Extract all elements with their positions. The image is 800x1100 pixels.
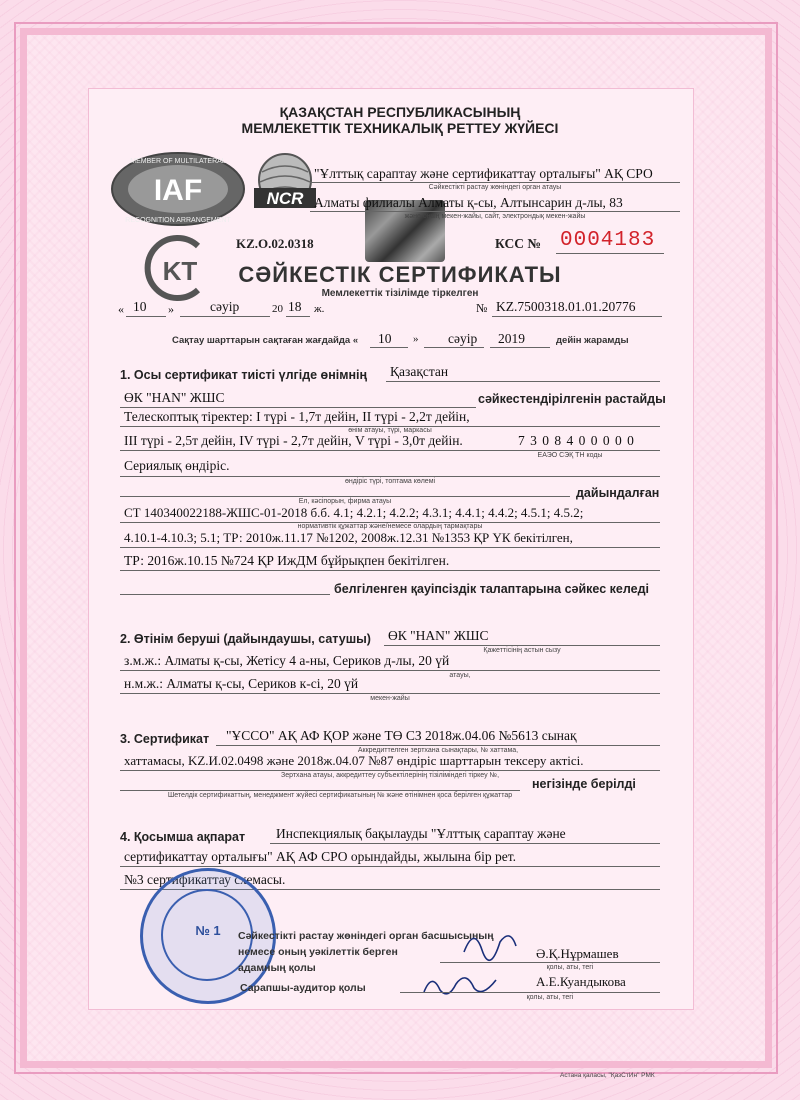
kss-number: 0004183 (560, 229, 656, 252)
body-name-caption: Сәйкестікті растау жөніндегі орган атауы (428, 184, 562, 191)
iaf-logo (108, 150, 248, 228)
code-caption: ЕАЭО СЭҚ ТН коды (537, 452, 603, 459)
reg-year-prefix: 20 (272, 303, 283, 315)
section2-label: 2. Өтінім беруші (дайындаушы, сатушы) (120, 632, 371, 646)
confirm-text: сәйкестендірілгенін растайды (478, 392, 666, 406)
section3-label: 3. Сертификат (120, 732, 210, 746)
printer-footer: Астана қаласы, "ҚазСтИн" РМК (560, 1072, 655, 1079)
additional-line-1: Инспекциялық бақылауды "Ұлттық сараптау және (276, 826, 566, 841)
basis-line-1: "ҰССО" АҚ АФ ҚОР және ТӨ СЗ 2018ж.04.06 №5613 сынақ (226, 728, 577, 743)
kt-mark-text: KT (162, 256, 198, 286)
header-line-1: ҚАЗАҚСТАН РЕСПУБЛИКАСЫНЫҢ (279, 104, 521, 120)
manufactured-label: дайындалған (576, 486, 660, 500)
additional-line-3: №3 сертификаттау схемасы. (124, 872, 286, 887)
section1-label: 1. Осы сертификат тиісті үлгіде өнімнің (120, 368, 368, 382)
applicant-name: ӨК "HAN" ЖШС (388, 628, 489, 643)
stamp-number: № 1 (195, 923, 221, 938)
reg-number: KZ.7500318.01.01.20776 (496, 299, 636, 314)
address-caption: мекен-жайы (370, 695, 410, 702)
product-line-2: III түрі - 2,5т дейін, IV түрі - 2,7т дейін, V түрі - 3,0т дейін. (124, 433, 463, 448)
actual-address: н.м.ж.: Алматы қ-сы, Сериков к-сі, 20 үй (124, 676, 359, 691)
certificate-title: СӘЙКЕСТІК СЕРТИФИКАТЫ (238, 262, 562, 287)
reg-month: сәуір (210, 299, 240, 314)
reg-year: 18 (288, 299, 302, 314)
accreditation-number: KZ.O.02.0318 (236, 236, 314, 251)
legal-address: з.м.ж.: Алматы қ-сы, Жетісу 4 а-ны, Сериков д-лы, 20 үй (124, 653, 450, 668)
product-caption: өнім атауы, түрі, маркасы (348, 427, 432, 434)
auditor-name: А.Е.Куандыкова (536, 974, 626, 989)
head-label-3: адамның қолы (238, 962, 316, 974)
head-signature (460, 922, 520, 962)
legal-caption: атауы, (449, 672, 471, 679)
ncr-logo (250, 152, 320, 214)
basis-caption-3: Шетелдік сертификаттың, менеджмент жүйесі сертификатының № және өтінімнен қоса берілген құжаттар (167, 792, 513, 799)
head-label-1: Сәйкестікті растау жөніндегі орган басшысының (238, 930, 494, 942)
registry-caption: Мемлекеттік тізілімде тіркелген (321, 288, 479, 299)
production-caption: өндіріс түрі, топтама көлемі (344, 478, 436, 485)
body-address-caption: және оның мекен-жайы, сайт, электрондық мекен-жайы (404, 213, 586, 220)
reg-year-suffix: ж. (314, 303, 325, 315)
head-name-caption: қолы, аты, тегі (546, 964, 594, 971)
head-name: Ә.Қ.Нұрмашев (536, 946, 619, 961)
validity-post: дейін жарамды (556, 335, 629, 346)
head-label-2: немесе оның уәкілеттік берген (238, 946, 398, 958)
iaf-ring-bottom: RECOGNITION ARRANGEMENT (125, 217, 231, 224)
reg-day: 10 (133, 299, 147, 314)
body-name: "Ұлттық сараптау және сертификаттау орталығы" АҚ СРО (314, 166, 653, 181)
iaf-text: IAF (153, 174, 203, 207)
reg-number-label: № (476, 301, 488, 315)
auditor-label: Сарапшы-аудитор қолы (240, 982, 366, 994)
norm-line-2: 4.10.1-4.10.3; 5.1; ТР: 2010ж.11.17 №1202, 2008ж.12.31 №1353 ҚР ҮК бекітілген, (124, 530, 573, 545)
norm-caption: нормативтік құжаттар және/немесе олардың тармақтары (297, 523, 483, 530)
norm-line-1: СТ 140340022188-ЖШС-01-2018 б.б. 4.1; 4.2.1; 4.2.2; 4.3.1; 4.4.1; 4.4.2; 4.5.1; 4.5.2; (124, 505, 584, 520)
kt-conformity-mark (140, 232, 212, 304)
manufacturer-caption: Ел, кәсіпорын, фирма атауы (298, 498, 392, 505)
kss-label: КСС № (495, 236, 541, 251)
manufacturer-name: ӨК "HAN" ЖШС (124, 390, 225, 405)
product-line-1: Телескоптық тіректер: I түрі - 1,7т дейін, II түрі - 2,2т дейін, (124, 409, 470, 424)
tn-ved-code: 7 3 0 8 4 0 0 0 0 0 (518, 433, 635, 448)
validity-day: 10 (378, 331, 392, 346)
ncr-text: NCR (266, 189, 304, 208)
section4-label: 4. Қосымша ақпарат (120, 830, 246, 844)
certificate-page: ҚАЗАҚСТАН РЕСПУБЛИКАСЫНЫҢ МЕМЛЕКЕТТІК ТЕХНИКАЛЫҚ РЕТТЕУ ЖҮЙЕСІ IAF MEMBER OF MULTILATERAL RECOGNITION ARRANGEMENT NCR KT "Ұлттық сараптау және сертификаттау орталығы" АҚ СРО Сәйкестікті растау жөніндегі орган атауы Алматы филиалы Алматы қ-сы, Алтынсарин д-лы, 83 және оның мекен-жайы, сайт, электрондық мекен-жайы KZ.O.02.0318 КСС № 0004183 СӘЙКЕСТІК СЕРТИФИКАТЫ Мемлекеттік тізілімде тіркелген « 10 » сәуір 20 18 ж. № KZ.7500318.01.01.20776 Сақтау шарттарын сақтаған жағдайда « 10 » сәуір 2019 дейін жарамды 1. Осы сертификат тиісті үлгіде өнімнің Қазақстан ӨК "HAN" ЖШС сәйкестендірілгенін растайды Телескоптық тіректер: I түрі - 1,7т дейін, II түрі - 2,2т дейін, өнім атауы, түрі, маркасы III түрі - 2,5т дейін, IV түрі - 2,7т дейін, V түрі - 3,0т дейін. 7 3 0 8 4 0 0 0 0 0 ЕАЭО СЭҚ ТН коды Сериялық өндіріс. өндіріс түрі, топтама көлемі Ел, кәсіпорын, фирма атауы дайындалған СТ 140340022188-ЖШС-01-2018 б.б. 4.1; 4.2.1; 4.2.2; 4.3.1; 4.4.1; 4.4.2; 4.5.1; 4.5.2; нормативтік құжаттар және/немесе олардың тармақтары 4.10.1-4.10.3; 5.1; ТР: 2010ж.11.17 №1202, 2008ж.12.31 №1353 ҚР ҮК бекітілген, ТР: 2016ж.10.15 №724 ҚР ИжДМ бұйрықпен бекітілген. белгіленген қауіпсіздік талаптарына сәйкес келеді 2. Өтінім беруші (дайындаушы, сатушы) ӨК "HAN" ЖШС Қажеттісінің астын сызу з.м.ж.: Алматы қ-сы, Жетісу 4 а-ны, Сериков д-лы, 20 үй атауы, н.м.ж.: Алматы қ-сы, Сериков к-сі, 20 үй мекен-жайы 3. Сертификат "ҰССО" АҚ АФ ҚОР және ТӨ СЗ 2018ж.04.06 №5613 сынақ Аккредиттелген зертхана сынақтары, № хаттама, хаттамасы, KZ.И.02.0498 және 2018ж.04.07 №87 өндіріс шарттарын тексеру актісі. Зертхана атауы, аккредиттеу субъектілерінің тізіліміндегі тіркеу №, негізінде берілді Шетелдік сертификаттың, менеджмент жүйесі сертификатының № және өтінімнен қоса берілген құжаттар 4. Қосымша ақпарат Инспекциялық бақылауды "Ұлттық сараптау және сертификаттау орталығы" АҚ АФ СРО орындайды, жылына бір рет. №3 сертификаттау схемасы. № 1 Сәйкестікті растау жөніндегі орган басшысының немесе оның уәкілеттік берген адамның қолы Ә.Қ.Нұрмашев қолы, аты, тегі Сарапшы-аудитор қолы А.Е.Куандыкова қолы, аты, тегі Астана қаласы, "ҚазСтИн" РМК (0, 0, 800, 1100)
basis-line-2: хаттамасы, KZ.И.02.0498 және 2018ж.04.07 №87 өндіріс шарттарын тексеру актісі. (124, 753, 584, 768)
production-type: Сериялық өндіріс. (124, 458, 230, 473)
header-line-2: МЕМЛЕКЕТТІК ТЕХНИКАЛЫҚ РЕТТЕУ ЖҮЙЕСІ (241, 120, 559, 136)
validity-month: сәуір (448, 331, 478, 346)
validity-year: 2019 (498, 331, 525, 346)
norm-line-3: ТР: 2016ж.10.15 №724 ҚР ИжДМ бұйрықпен бекітілген. (124, 553, 450, 568)
validity-label: Сақтау шарттарын сақтаған жағдайда « (172, 335, 359, 346)
auditor-name-caption: қолы, аты, тегі (526, 994, 574, 1001)
additional-line-2: сертификаттау орталығы" АҚ АФ СРО орындайды, жылына бір рет. (124, 849, 516, 864)
origin-country: Қазақстан (390, 364, 449, 379)
applicant-caption: Қажеттісінің астын сызу (483, 647, 561, 654)
body-address: Алматы филиалы Алматы қ-сы, Алтынсарин д-лы, 83 (314, 195, 623, 210)
basis-caption-1: Аккредиттелген зертхана сынақтары, № хаттама, (357, 747, 519, 754)
basis-caption-2: Зертхана атауы, аккредиттеу субъектілерінің тізіліміндегі тіркеу №, (280, 772, 500, 779)
auditor-signature (420, 966, 500, 1002)
safety-text: белгіленген қауіпсіздік талаптарына сәйкес келеді (334, 582, 649, 596)
iaf-ring-top: MEMBER OF MULTILATERAL (130, 158, 226, 165)
basis-label: негізінде берілді (532, 777, 636, 791)
